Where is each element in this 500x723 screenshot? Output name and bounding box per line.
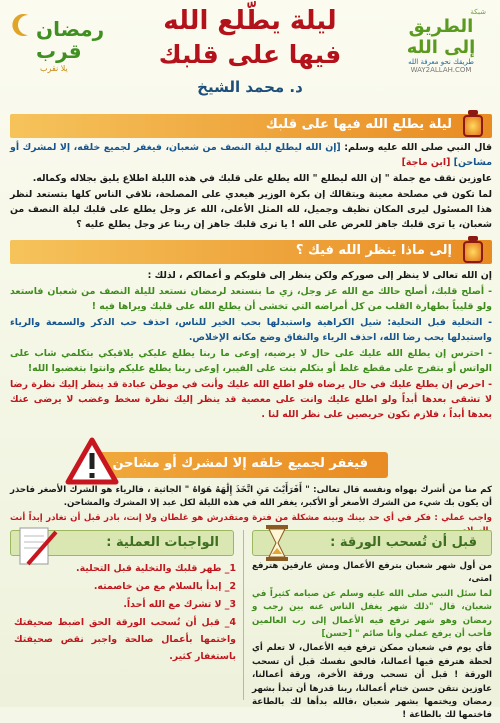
section2-bullet4: - احرص إن يطلع عليك في حال يرضاه فلو اطلع الله عليك وأنت في موطن عبادة قد ينظر إليك نظرة رضا لا تشقى بعدها أبداً ولو اطلع عليك وانت على معصية قد ينظر إليك نظرة سخط وغضب لا يرضى عنك بعدها أبداً ، فلازم نكون حريصين على نظر الله لنا . <box>10 379 492 420</box>
duty-item: 1_ طهر قلبك والتخلية قبل التحلية. <box>76 563 236 574</box>
campaign-line2: قرب <box>36 39 82 63</box>
section1-heading-band <box>10 114 492 138</box>
paper-body <box>252 560 492 721</box>
lantern-icon <box>462 236 484 266</box>
section2-body <box>10 268 492 444</box>
logo-url: WAY2ALLAH.COM <box>410 66 472 74</box>
duties-heading: الواجبات العملية : <box>106 535 219 550</box>
section3-paragraph1: كم منا من أشرك بهواه ونفسه قال تعالى: " أَفَرَأَيْتَ مَنِ اتَّخَذَ إِلَٰهَهُ هَوَاهُ " الجاثية ، فالرياء هو الشرك الأصغر فاحذر أن يكون بك شيء من الشرك الأصغر أو الأكبر، يغفر الله في هذه الليلة لكل عبد إلا المشرك والمشاحن. <box>10 485 492 508</box>
section1-paragraph2: عاوزين نقف مع جملة " إن الله ليطلع " الله يطلع على قلبك في هذه الليلة اطلاع يليق بجلاله وكماله. <box>32 173 492 184</box>
page-title-line1: ليلة يطّلع الله <box>163 6 337 36</box>
hadith-text: [إن الله ليطلع ليلة النصف من شعبان، فيغفر لجميع خلقه، إلا لمشرك أو مشاحن] <box>10 142 492 168</box>
section1-heading: ليلة يطلع الله فيها على قلبك <box>265 117 452 132</box>
section3-heading: فيغفر لجميع خلقه إلا لمشرك أو مشاحن <box>112 456 368 471</box>
duties-list <box>14 560 236 700</box>
warning-icon <box>66 438 118 484</box>
paper-heading: قبل أن تُسحب الورقة : <box>330 535 477 550</box>
section3-body <box>10 484 492 514</box>
section2-bullet3: - احترس إن يطلع الله عليك على حال لا يرضيه، إوعى ما ربنا يطلع عليكي يلاقيكي بتكلمي شاب على الواتس أو بتفرج على مقطع غلط أو بتكلم بنت على الفيبر، إوعى ربنا يطلع عليكم وانتوا بتغضبوا الله! <box>10 348 492 374</box>
duty-item: 4_ قبل أن تُسحب الورقة الحق اضبط صحيفتك واختمها بأعمال صالحة واجبر نقص صحيفتك باستغفار كثير. <box>14 617 236 662</box>
hadith-intro: قال النبي صلى الله عليه وسلم: <box>340 142 492 153</box>
section3-task: واجب عملي : فكر في أي حد بينك وبينه مشكلة من فترة ومتقدرش هو غلطان ولا إنت، بادر قبل أن تغادر إبداً أنت <box>10 513 492 523</box>
crescent-icon <box>10 12 36 38</box>
site-logo[interactable] <box>390 8 492 72</box>
logo-small-top: شبكة <box>470 8 486 16</box>
section2-bullet2: - التخلية قبل التحلية: شيل الكراهية واستبدلها بحب الخير للناس، احذف حب الذكر والسمعة والرياء واستبدلها بحب رضا الله، احذف الرياء والنفاق وضع مكانه الإخلاص. <box>10 317 492 343</box>
hadith-source: [ابن ماجة] <box>401 157 454 168</box>
section2-heading-band <box>10 240 492 264</box>
section2-intro: إن الله تعالى لا ينظر إلى صوركم ولكن ينظر إلى قلوبكم و أعمالكم ، لذلك : <box>147 270 492 281</box>
page-title-line2: فيها على قلبك <box>158 40 342 69</box>
section2-bullet1: - أصلح قلبك، أصلح حالك مع الله عز وجل، زي ما بنستعد لرمضان نستعد لليلة النصف من شعبان فاستعد ولو قليباً بطهارة القلب من كل أمراضه التي تخشى أن يطلع الله على قلبك ويراها فيه ! <box>10 286 492 312</box>
duty-item: 2_ إبدأ بالسلام مع من خاصمته. <box>93 581 236 592</box>
header <box>0 0 500 108</box>
campaign-logo <box>10 12 110 82</box>
paper-paragraph1: من أول شهر شعبان بترفع الأعمال ومش عارفين هترفع امتى، <box>252 561 492 585</box>
campaign-line1: رمضان <box>36 17 105 41</box>
author: د. محمد الشيخ <box>197 78 303 96</box>
section3-heading-band <box>92 452 388 478</box>
logo-name: الطريق إلى الله <box>406 16 476 58</box>
hourglass-icon <box>263 524 291 562</box>
section1-paragraph3: لما تكون في مصلحة معينة ويتقالك إن بكرة الوزير هيعدي على المصلحة، تلاقي الناس كلها بتستعد لنظر هذا المسئول ليرى المكان نظيف وجميل، لله المثل الأعلى، الله عز وجل يطلع على قلبك ليلة النصف من شعبان، يا ترى قلبك جاهز للعرض على الله ! يا ترى قلبك جاهز إن ربنا عز وجل يطلع عليه ؟ <box>10 189 492 230</box>
logo-tagline: طريقك نحو معرفة الله <box>408 58 474 66</box>
campaign-sub: يلا نقرب <box>40 64 68 73</box>
section1-body <box>10 140 492 232</box>
section2-heading: إلى ماذا ينظر الله فيك ؟ <box>295 243 452 258</box>
paper-paragraph3: فأي يوم في شعبان ممكن ترفع فيه الأعمال، لا تعلم أي لحظة هترفع فيها أعمالنا، فالحق نفسك قبل أن تسحب الورقة ! قبل أن تسحب ورقة الأخرة، ورقة أعمالنا، عاوزين نتقن حسن ختام أعمالنا، ربنا قدرها أن تبدأ بشهر رمضان ويختمها بشهر شعبان ،فالله بدأها لك بالطاعة فاختمها لك بالطاعة ! <box>252 643 492 721</box>
lantern-icon <box>462 110 484 140</box>
column-divider <box>243 530 244 700</box>
duty-item: 3_ لا تشرك مع الله أحداً. <box>123 599 236 610</box>
paper-paragraph2: لما سئل النبي صلى الله عليه وسلم عن صيامه كثيراً في شعبان، قال "ذلك شهر يغفل الناس عنه بين رجب و رمضان وهو شهر ترفع فيه الأعمال إلى رب العالمين فأحب أن يرفع عملي وأنا صائم " [حسن] <box>252 588 492 640</box>
